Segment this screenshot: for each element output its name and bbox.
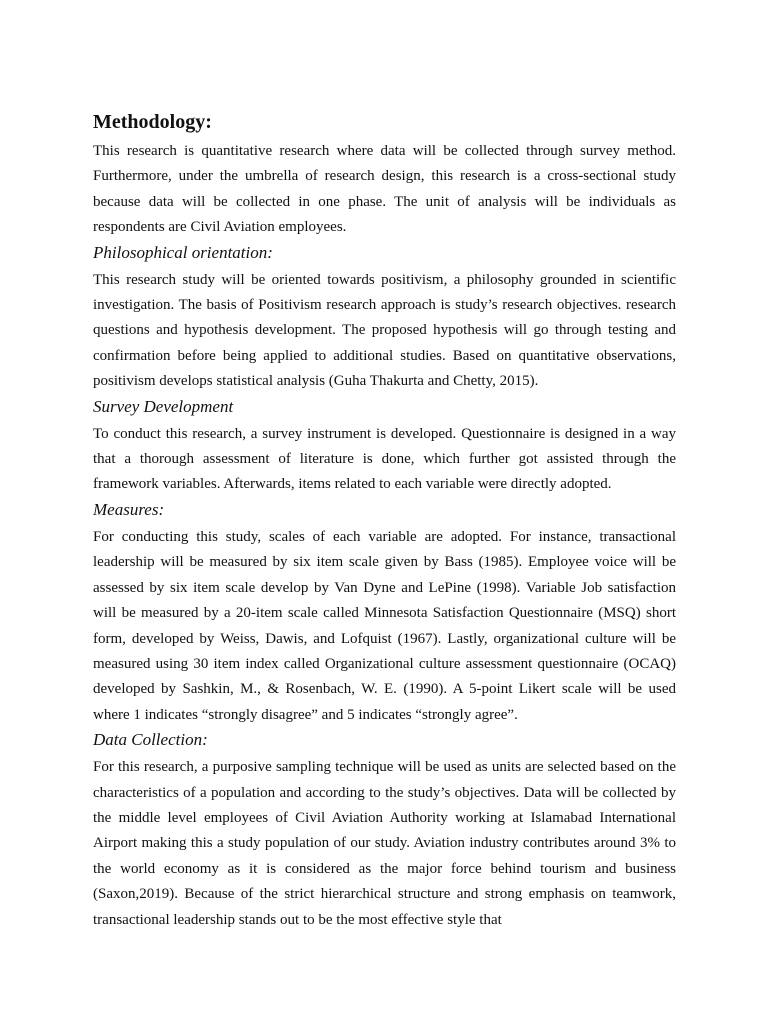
intro-paragraph: This research is quantitative research where data will be collected through survey method. Furthermore, under the umbrella of research design, this research is a cross-sectional study because data will be collected in one phase. The unit of analysis will be individuals as respondents are Civil Aviation employees. [93, 143, 676, 236]
page-title: Methodology: [93, 111, 212, 133]
heading-philosophical-orientation: Philosophical orientation: [93, 242, 273, 262]
heading-survey-development: Survey Development [93, 396, 234, 416]
paragraph-data-collection: For this research, a purposive sampling technique will be used as units are selected based on the characteristics of a population and according to the study’s objectives. Data will be collected by the middle level employees of Civil Aviation Authority working at Islamabad International Airport making this a study population of our study. Aviation industry contributes around 3% to the world economy as it is considered as the major force behind tourism and business (Saxon,2019). Because of the strict hierarchical structure and strong emphasis on teamwork, transactional leadership stands out to be the most effective style that [93, 759, 676, 928]
heading-data-collection: Data Collection: [93, 730, 208, 750]
paragraph-philosophical-orientation: This research study will be oriented towards positivism, a philosophy grounded in scientific investigation. The basis of Positivism research approach is study’s research objectives. research questions and hypothesis development. The proposed hypothesis will go through testing and confirmation before being applied to additional studies. Based on quantitative observations, positivism develops statistical analysis (Guha Thakurta and Chetty, 2015). [93, 271, 676, 390]
document-page [93, 110, 676, 933]
paragraph-survey-development: To conduct this research, a survey instrument is developed. Questionnaire is designed in a way that a thorough assessment of literature is done, which further got assisted through the framework variables. Afterwards, items related to each variable were directly adopted. [93, 425, 676, 493]
heading-measures: Measures: [93, 499, 165, 519]
paragraph-measures: For conducting this study, scales of each variable are adopted. For instance, transactional leadership will be measured by six item scale given by Bass (1985). Employee voice will be assessed by six item scale develop by Van Dyne and LePine (1998). Variable Job satisfaction will be measured by a 20-item scale called Minnesota Satisfaction Questionnaire (MSQ) short form, developed by Weiss, Dawis, and Lofquist (1967). Lastly, organizational culture will be measured using 30 item index called Organizational culture assessment questionnaire (OCAQ) developed by Sashkin, M., & Rosenbach, W. E. (1990). A 5-point Likert scale will be used where 1 indicates “strongly disagree” and 5 indicates “strongly agree”. [93, 528, 676, 723]
